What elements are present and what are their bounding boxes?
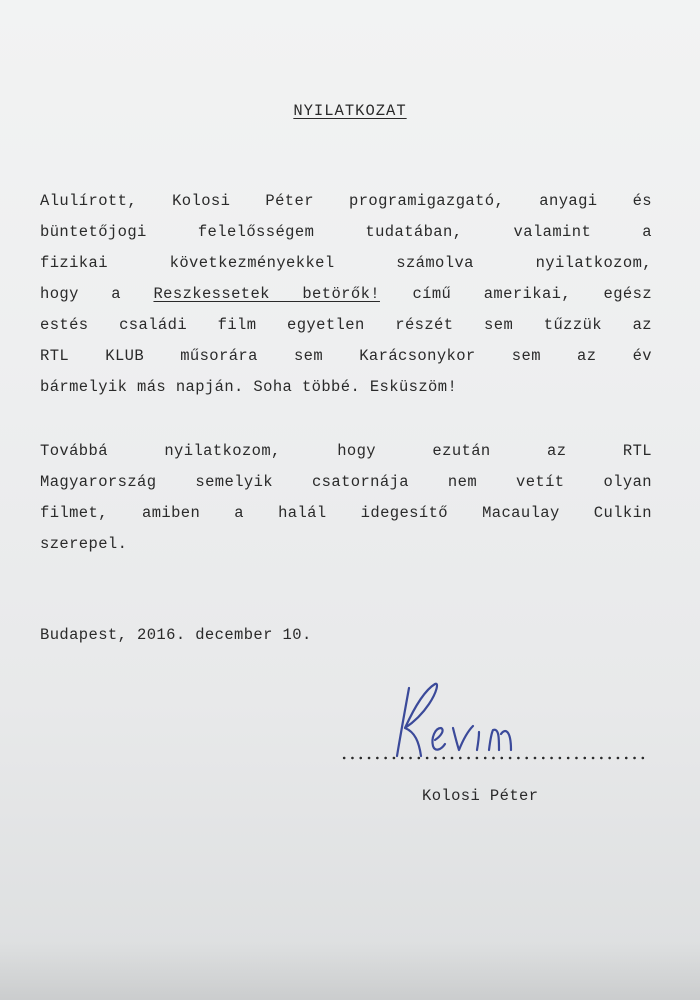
paragraph-line: Alulírott, Kolosi Péter programigazgató, anyagi és [40, 192, 652, 210]
paragraph-line: szerepel. [40, 535, 128, 553]
signature-line [340, 756, 645, 760]
document-title: NYILATKOZAT [293, 102, 407, 120]
paragraph-line: estés családi film egyetlen részét sem tűzzük az [40, 316, 652, 334]
paragraph-declaration [40, 186, 652, 403]
paragraph-line: bármelyik más napján. Soha többé. Esküszöm! [40, 378, 458, 396]
paragraph-line: fizikai következményekkel számolva nyilatkozom, [40, 254, 652, 272]
film-title: Reszkessetek betörők! [153, 285, 380, 303]
place-and-date: Budapest, 2016. december 10. [40, 626, 312, 644]
paragraph-line [40, 279, 652, 310]
line-text: hogy a [40, 285, 121, 303]
paragraph-line: Továbbá nyilatkozom, hogy ezután az RTL [40, 442, 652, 460]
handwritten-signature [375, 670, 575, 770]
line-text: című amerikai, egész [412, 285, 653, 303]
paper-shadow [0, 940, 700, 1000]
signer-name: Kolosi Péter [422, 787, 539, 805]
paragraph-line: filmet, amiben a halál idegesítő Macaulay Culkin [40, 504, 652, 522]
paragraph-line: büntetőjogi felelősségem tudatában, valamint a [40, 223, 652, 241]
paragraph-furthermore [40, 436, 652, 560]
paragraph-line: Magyarország semelyik csatornája nem vetít olyan [40, 473, 652, 491]
paragraph-line: RTL KLUB műsorára sem Karácsonykor sem az év [40, 347, 652, 365]
